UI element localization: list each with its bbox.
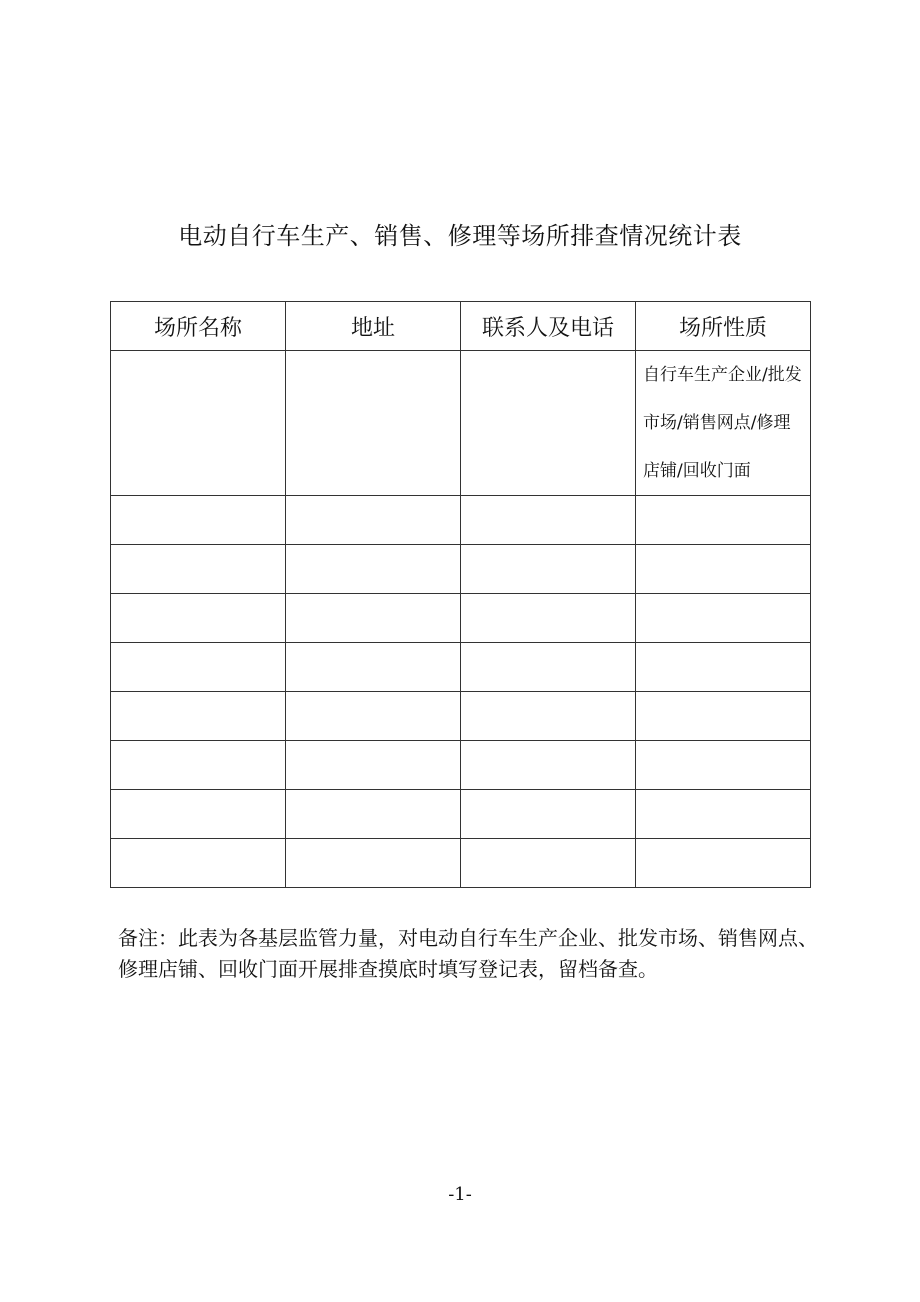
- table-row: [111, 545, 811, 594]
- page-number: -1-: [448, 1184, 472, 1205]
- table-row: [111, 351, 811, 496]
- venue-name-cell: [111, 643, 286, 692]
- venue-nature-cell: [636, 545, 811, 594]
- venue-name-cell: [111, 594, 286, 643]
- venue-nature-cell: [636, 643, 811, 692]
- header-contact-phone: 联系人及电话: [461, 302, 636, 351]
- contact-cell: [461, 351, 636, 496]
- header-venue-name: 场所名称: [111, 302, 286, 351]
- table-row: [111, 839, 811, 888]
- contact-cell: [461, 643, 636, 692]
- survey-table: [110, 301, 811, 888]
- address-cell: [286, 741, 461, 790]
- page-title: 电动自行车生产、销售、修理等场所排查情况统计表: [178, 222, 742, 250]
- venue-name-cell: [111, 839, 286, 888]
- address-cell: [286, 545, 461, 594]
- table-row: [111, 790, 811, 839]
- venue-nature-cell: [636, 790, 811, 839]
- table-row: [111, 741, 811, 790]
- table-row: [111, 496, 811, 545]
- contact-cell: [461, 545, 636, 594]
- remarks-note: 备注：此表为各基层监管力量，对电动自行车生产企业、批发市场、销售网点、修理店铺、回收门面开展排查摸底时填写登记表，留档备查。: [118, 926, 818, 981]
- contact-cell: [461, 790, 636, 839]
- venue-nature-cell: [636, 496, 811, 545]
- venue-nature-cell: [636, 594, 811, 643]
- header-venue-nature: 场所性质: [636, 302, 811, 351]
- address-cell: [286, 351, 461, 496]
- address-cell: [286, 643, 461, 692]
- venue-name-cell: [111, 790, 286, 839]
- venue-name-cell: [111, 741, 286, 790]
- address-cell: [286, 790, 461, 839]
- venue-nature-cell: [636, 839, 811, 888]
- address-cell: [286, 594, 461, 643]
- venue-nature-options: 自行车生产企业/批发市场/销售网点/修理店铺/回收门面: [636, 351, 811, 496]
- address-cell: [286, 496, 461, 545]
- address-cell: [286, 692, 461, 741]
- venue-nature-cell: [636, 741, 811, 790]
- contact-cell: [461, 692, 636, 741]
- header-address: 地址: [286, 302, 461, 351]
- contact-cell: [461, 839, 636, 888]
- table-header-row: [111, 302, 811, 351]
- venue-name-cell: [111, 496, 286, 545]
- address-cell: [286, 839, 461, 888]
- venue-name-cell: [111, 545, 286, 594]
- table-row: [111, 594, 811, 643]
- contact-cell: [461, 496, 636, 545]
- venue-nature-cell: [636, 692, 811, 741]
- contact-cell: [461, 594, 636, 643]
- table-row: [111, 692, 811, 741]
- table-row: [111, 643, 811, 692]
- venue-name-cell: [111, 692, 286, 741]
- contact-cell: [461, 741, 636, 790]
- venue-name-cell: [111, 351, 286, 496]
